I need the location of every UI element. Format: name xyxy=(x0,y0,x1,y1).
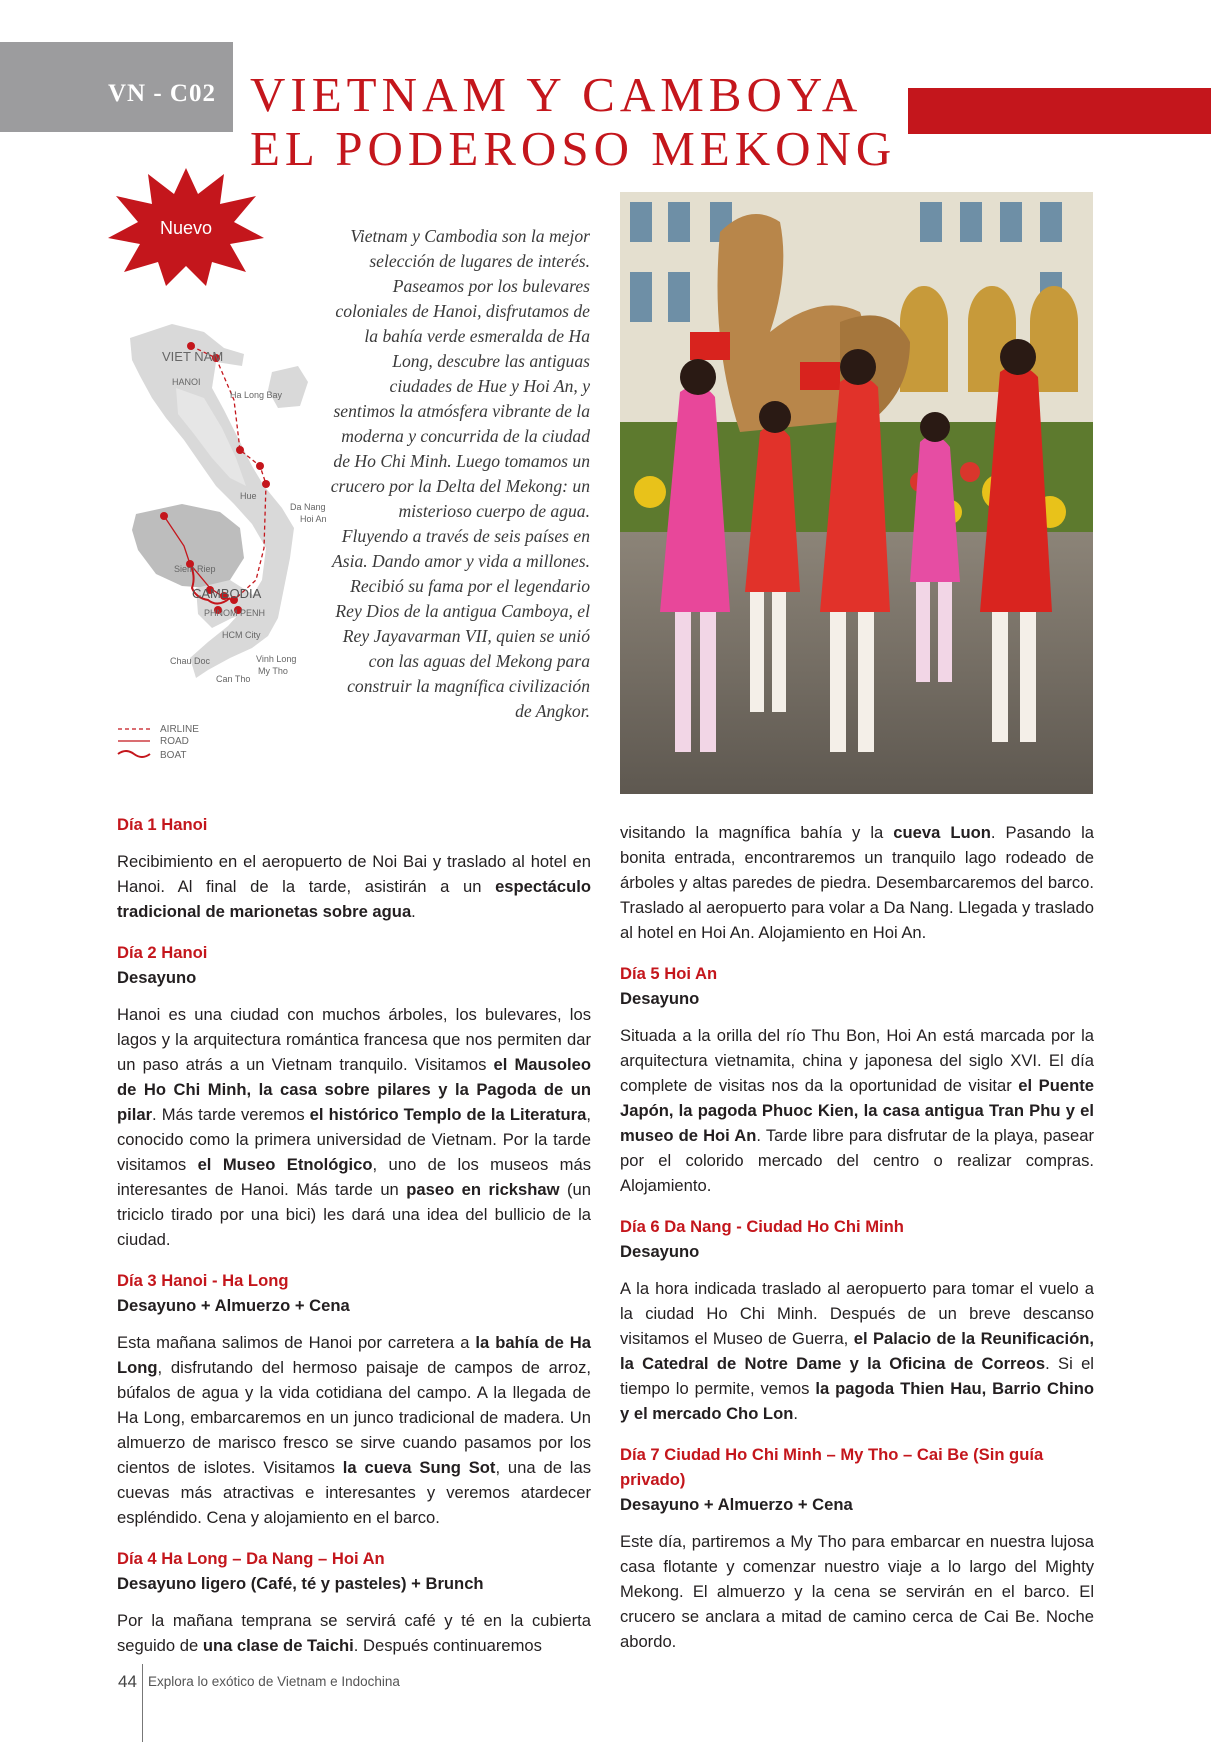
page-title-line1: VIETNAM Y CAMBOYA xyxy=(250,67,863,122)
label-phnompenh: PHNOM PENH xyxy=(204,608,266,618)
itinerary-left-column xyxy=(117,812,591,1674)
label-halong: Ha Long Bay xyxy=(230,390,283,400)
footer-text: Explora lo exótico de Vietnam e Indochina xyxy=(148,1674,400,1689)
page-number: 44 xyxy=(118,1672,137,1691)
day1-title: Día 1 Hanoi xyxy=(117,815,208,834)
day3-meal: Desayuno + Almuerzo + Cena xyxy=(117,1296,350,1315)
day2-title: Día 2 Hanoi xyxy=(117,943,208,962)
label-hcm: HCM City xyxy=(222,630,261,640)
day4-text-part1: Por la mañana temprana se servirá café y té en la cubierta seguido de una clase de Taichi. Después continuaremos xyxy=(117,1611,591,1655)
day6-meal: Desayuno xyxy=(620,1242,700,1261)
day5-text: Situada a la orilla del río Thu Bon, Hoi An está marcada por la arquitectura vietnamita, china y japonesa del siglo XVI. El día complete de visitas nos da la oportunidad de visitar el Puente Japón, la pagoda Phuoc Kien, la casa antigua Tran Phu y el museo de Hoi An. Tarde libre para disfrutar de la playa, pasear por el colorido mercado del centro o realizar compras. Alojamiento. xyxy=(620,1026,1094,1195)
day7-title: Día 7 Ciudad Ho Chi Minh – My Tho – Cai Be (Sin guía privado) xyxy=(620,1445,1044,1489)
tour-code: VN - C02 xyxy=(108,80,216,107)
label-mytho: My Tho xyxy=(258,666,288,676)
day2-text: Hanoi es una ciudad con muchos árboles, los bulevares, los lagos y la arquitectura romántica francesa que nos permiten dar un paso atrás a un Vietnam tranquilo. Visitamos el Mausoleo de Ho Chi Minh, la casa sobre pilares y la Pagoda de un pilar. Más tarde veremos el histórico Templo de la Literatura, conocido como la primera universidad de Vietnam. Por la tarde visitamos el Museo Etnológico, uno de los museos más interesantes de Hanoi. Más tarde un paseo en rickshaw (un triciclo tirado por una bici) les dará una idea del bullicio de la ciudad. xyxy=(117,1005,592,1249)
footer-divider xyxy=(142,1664,143,1742)
header-red-bar xyxy=(908,88,1211,134)
day1-text: Recibimiento en el aeropuerto de Noi Bai y traslado al hotel en Hanoi. Al final de la tarde, asistirán a un espectáculo tradicional de marionetas sobre agua. xyxy=(117,852,591,921)
route-map xyxy=(112,318,348,768)
itinerary-right-column xyxy=(620,820,1094,1670)
day6-text: A la hora indicada traslado al aeropuerto para tomar el vuelo a la ciudad Ho Chi Minh. Después de un breve descanso visitamos el Museo de Guerra, el Palacio de la Reunificación, la Catedral de Notre Dame y la Oficina de Correos. Si el tiempo lo permite, vemos la pagoda Thien Hau, Barrio Chino y el mercado Cho Lon. xyxy=(620,1279,1094,1423)
day4-meal: Desayuno ligero (Café, té y pasteles) + Brunch xyxy=(117,1574,484,1593)
label-vietnam: VIET NAM xyxy=(162,349,224,364)
day3-title: Día 3 Hanoi - Ha Long xyxy=(117,1271,289,1290)
day7-meal: Desayuno + Almuerzo + Cena xyxy=(620,1495,853,1514)
day3-text: Esta mañana salimos de Hanoi por carretera a la bahía de Ha Long, disfrutando del hermoso paisaje de campos de arroz, búfalos de agua y la vida cotidiana del campo. A la llegada de Ha Long, embarcaremos en un junco tradicional de madera. Un almuerzo de marisco fresco se sirve cuando pasamos por los cientos de islotes. Visitamos la cueva Sung Sot, una de las cuevas más atractivas e interesantes y veremos atardecer espléndido. Cena y alojamiento en el barco. xyxy=(117,1333,592,1527)
day5-title: Día 5 Hoi An xyxy=(620,964,718,983)
map-hainan-shape xyxy=(268,366,308,408)
day7-text: Este día, partiremos a My Tho para embarcar en nuestra lujosa casa flotante y comenzar nuestro viaje a lo largo del Mighty Mekong. El almuerzo y la cena se servirán en el barco. El crucero se anclara a mitad de camino cerca de Cai Be. Noche abordo. xyxy=(620,1532,1094,1651)
label-chaudoc: Chau Doc xyxy=(170,656,211,666)
label-vinhlong: Vinh Long xyxy=(256,654,297,664)
day4-text-part2: visitando la magnífica bahía y la cueva Luon. Pasando la bonita entrada, encontraremos un tranquilo lago rodeado de árboles y altas paredes de piedra. Desembarcaremos del barco. Traslado al aeropuerto para volar a Da Nang. Llegada y traslado al hotel en Hoi An. Alojamiento en Hoi An. xyxy=(620,823,1094,942)
label-hoian: Hoi An xyxy=(300,514,327,524)
label-cantho: Can Tho xyxy=(216,674,251,684)
day6-title: Día 6 Da Nang - Ciudad Ho Chi Minh xyxy=(620,1217,904,1236)
label-hanoi: HANOI xyxy=(172,377,201,387)
legend-boat: BOAT xyxy=(160,750,187,761)
label-cambodia: CAMBODIA xyxy=(192,586,262,601)
label-hue: Hue xyxy=(240,491,257,501)
day2-meal: Desayuno xyxy=(117,968,197,987)
badge-label: Nuevo xyxy=(159,218,213,238)
intro-text: Vietnam y Cambodia son la mejor selección de lugares de interés. Paseamos por los bulevares coloniales de Hanoi, disfrutamos de la bahía verde esmeralda de Ha Long, descubre las antiguas ciudades de Hue y Hoi An, y sentimos la atmósfera vibrante de la moderna y concurrida de la ciudad de Ho Chi Minh. Luego tomamos un crucero por la Delta del Mekong: un misterioso cuerpo de agua. Fluyendo a través de seis países en Asia. Dando amor y vida a millones. Recibió su fama por el legendario Rey Dios de la antigua Camboya, el Rey Jayavarman VII, quien se unió con las aguas del Mekong para construir la magnífica civilización de Angkor. xyxy=(330,226,590,721)
page-title-line2: EL PODEROSO MEKONG xyxy=(250,121,897,176)
map-cambodia-shape xyxy=(132,504,244,588)
legend-road: ROAD xyxy=(160,736,189,747)
label-danang: Da Nang xyxy=(290,502,326,512)
festival-photo xyxy=(620,192,1093,794)
legend-airline: AIRLINE xyxy=(160,724,199,735)
day5-meal: Desayuno xyxy=(620,989,700,1008)
day4-title: Día 4 Ha Long – Da Nang – Hoi An xyxy=(117,1549,385,1568)
map-legend xyxy=(118,724,199,761)
label-siemriep: Siem Riep xyxy=(174,564,216,574)
